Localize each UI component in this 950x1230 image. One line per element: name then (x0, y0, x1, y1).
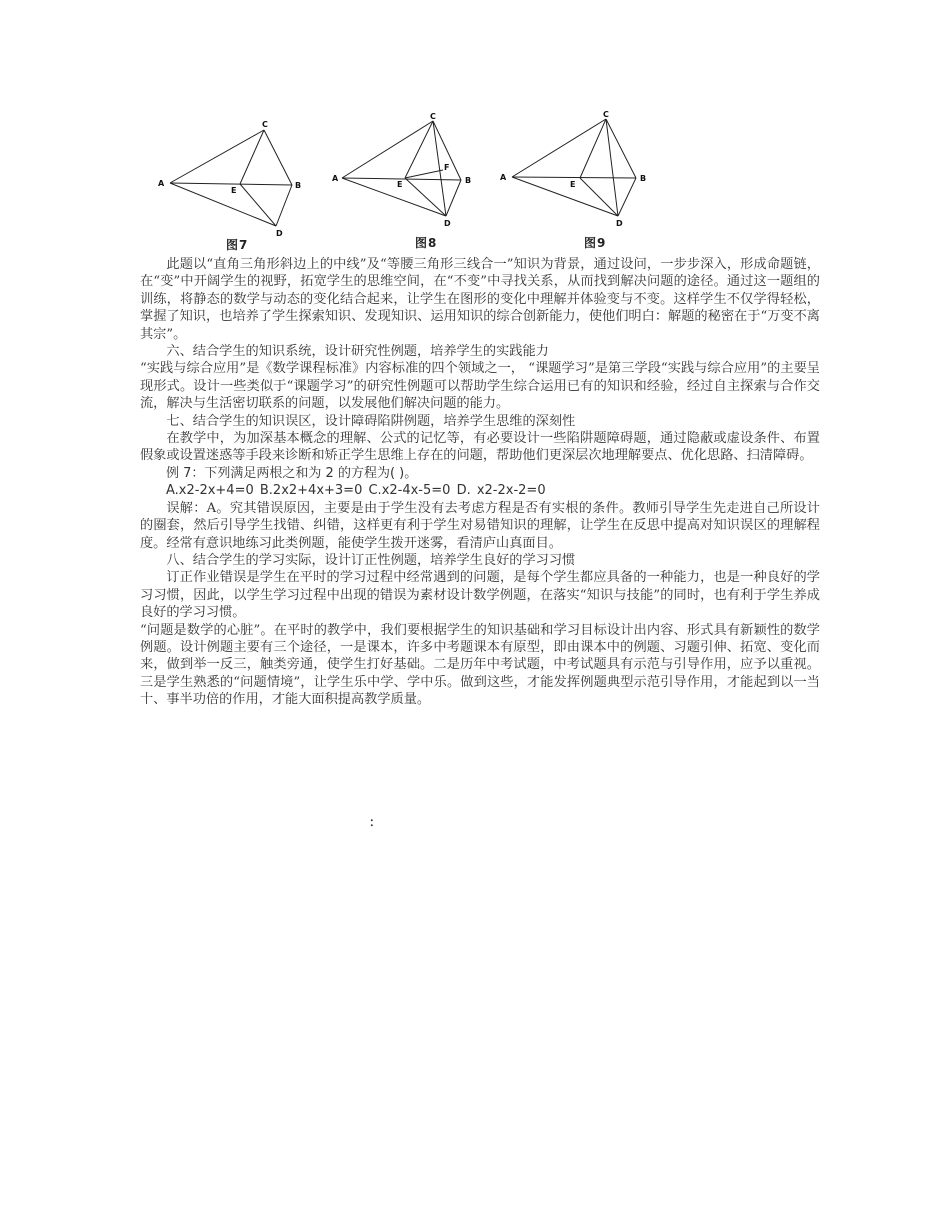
segment-cd (606, 119, 618, 216)
paragraph-practice: “实践与综合应用”是《数学课程标准》内容标准的四个领域之一， “课题学习”是第三学段“实践与综合应用”的主要呈现形式。设计一些类似于“课题学习”的研究性例题可以帮助学生综合运用已有的知识和经验，经过自主探索与合作交流，解决与生活密切联系的问题，以发展他们解决问题的能力。 (140, 361, 820, 412)
stray-colon: ： (369, 815, 382, 829)
segment-ab (512, 177, 636, 178)
segment-ab (170, 183, 292, 185)
segment-ac (512, 119, 606, 177)
point-label-b: B (465, 176, 472, 185)
point-label-a: A (158, 179, 165, 188)
point-label-f: F (444, 163, 450, 172)
point-label-e: E (397, 180, 403, 189)
segment-cb (264, 130, 292, 185)
paragraph-conclusion: “问题是数学的心脏”。在平时的教学中，我们要根据学生的知识基础和学习目标设计出内容、形式具有新颖性的数学例题。设计例题主要有三个途径，一是课本，许多中考题课本有原型，即由课本中的例题、习题引伸、拓宽、变化而来，做到举一反三，触类旁通，使学生打好基础。二是历年中考试题，中考试题具有示范与引导作用，应予以重视。三是学生熟悉的“问题情境”，让学生乐中学、学中乐。做到这些，才能发挥例题典型示范引导作用，才能起到以一当十、事半功倍的作用，才能大面积提高教学质量。 (140, 622, 820, 708)
paragraph-traps: 在教学中，为加深基本概念的理解、公式的记忆等，有必要设计一些陷阱题障碍题，通过隐蔽或虚设条件、布置假象或设置迷惑等手段来诊断和矫正学生思维上存在的问题，帮助他们更深层次地理解要点、优化思路、扫清障碍。 (140, 431, 820, 464)
point-label-c: C (603, 110, 609, 119)
point-label-d: D (616, 219, 623, 228)
figure-9-caption: 图9 (584, 236, 607, 250)
segment-ce (240, 130, 264, 184)
point-label-e: E (231, 186, 237, 195)
figure-8-caption: 图8 (415, 236, 438, 250)
paragraph-misunderstanding: 误解：A。究其错误原因，主要是由于学生没有去考虑方程是否有实根的条件。教师引导学生先走进自己所设计的圈套，然后引导学生找错、纠错，这样更有利于学生对易错知识的理解，让学生在反思中提高对知识误区的理解程度。经常有意识地练习此类例题，能使学生拨开迷雾，看清庐山真面目。 (140, 500, 820, 551)
point-label-a: A (500, 173, 507, 182)
segment-db (276, 185, 292, 226)
figure-row (140, 108, 840, 258)
figure-7-diagram (152, 108, 312, 238)
heading-section-8: 八、结合学生的学习实际，设计订正性例题，培养学生良好的学习习惯 (166, 552, 576, 568)
figure-8 (330, 108, 480, 250)
segment-ad (342, 178, 446, 216)
point-label-b: B (640, 174, 647, 183)
paragraph-analysis: 此题以“直角三角形斜边上的中线”及“等腰三角形三线合一”知识为背景，通过设问，一步步深入，形成命题链，在“变”中开阔学生的视野，拓宽学生的思维空间，在“不变”中寻找关系，从而找到解决问题的途径。通过这一题组的训练，将静态的数学与动态的变化结合起来，让学生在图形的变化中理解并体验变与不变。这样学生不仅学得轻松，掌握了知识，也培养了学生探索知识、发现知识、运用知识的综合创新能力，使他们明白：解题的秘密在于“万变不离其宗”。 (140, 257, 820, 342)
segment-ce (580, 119, 606, 178)
segment-db (618, 178, 636, 216)
segment-ed (240, 184, 276, 226)
point-label-e: E (570, 180, 576, 189)
point-label-d: D (444, 219, 451, 228)
point-label-b: B (295, 181, 302, 190)
example-7-options: A.x2-2x+4=0 B.2x2+4x+3=0 C.x2-4x-5=0 D. x2-2x-2=0 (166, 483, 546, 499)
point-label-c: C (430, 112, 436, 121)
paragraph-corrections: 订正作业错误是学生在平时的学习过程中经常遇到的问题，是每个学生都应具备的一种能力，也是一种良好的学习习惯，因此，以学生学习过程中出现的错误为素材设计数学例题，在落实“知识与技能”的同时，也有利于学生养成良好的学习习惯。 (140, 570, 820, 621)
figure-8-diagram (330, 108, 480, 238)
figure-9 (496, 108, 656, 250)
segment-db (446, 180, 461, 216)
point-label-c: C (262, 120, 268, 129)
figure-7-caption: 图7 (226, 238, 249, 252)
heading-section-6: 六、结合学生的知识系统，设计研究性例题，培养学生的实践能力 (166, 344, 549, 360)
article-body (140, 256, 820, 709)
heading-section-7: 七、结合学生的知识误区，设计障碍陷阱例题，培养学生思维的深刻性 (166, 413, 576, 429)
segment-ed (405, 178, 446, 216)
segment-ef (405, 170, 443, 178)
point-label-a: A (332, 174, 339, 183)
segment-ac (170, 130, 264, 183)
figure-9-diagram (496, 108, 656, 238)
point-label-d: D (276, 229, 283, 238)
segment-ad (170, 183, 276, 226)
figure-7 (152, 108, 312, 252)
segment-cb (606, 119, 636, 178)
example-7-question: 例 7：下列满足两根之和为 2 的方程为( )。 (166, 465, 418, 481)
segment-ad (512, 177, 618, 216)
segment-ed (580, 178, 618, 216)
